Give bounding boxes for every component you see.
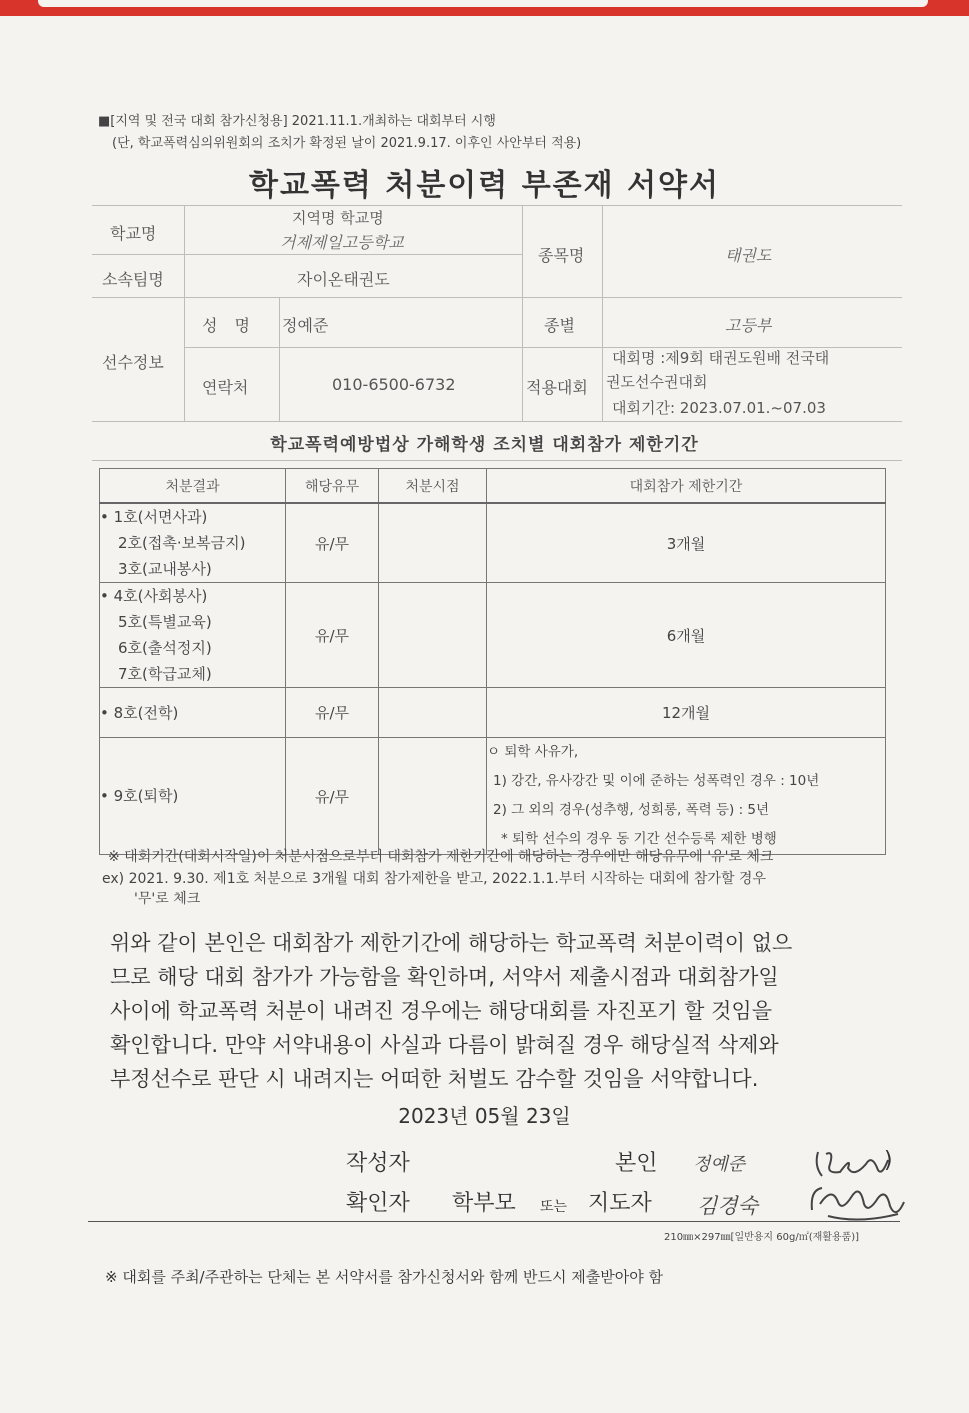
self-signature-mark <box>812 1146 892 1182</box>
author-label: 작성자 <box>346 1151 410 1176</box>
example-note-cont: '무'로 체크 <box>134 891 201 907</box>
check-note: ※ 대회기간(대회시작일)이 처분시점으로부터 대회참가 제한기간에 해당하는 경우에만 해당유무에 '유'로 체크 <box>108 849 774 865</box>
notice-line-1: ■[지역 및 전국 대회 참가신청용] 2021.11.1.개최하는 대회부터 시행 <box>98 114 496 129</box>
event-value: 태권도 <box>725 246 772 265</box>
name-label: 성 명 <box>202 316 250 335</box>
time-cell[interactable] <box>379 688 487 738</box>
pledge-line: 부정선수로 판단 시 내려지는 어떠한 처벌도 감수할 것임을 서약합니다. <box>110 1067 759 1091</box>
disposition-item: 6호(출석정지) <box>118 639 212 657</box>
coach-label: 지도자 <box>588 1191 652 1216</box>
coach-signature-mark <box>808 1180 908 1224</box>
disposition-item: • 8호(전학) <box>100 703 179 722</box>
table-subtitle: 학교폭력예방법상 가해학생 조치별 대회참가 제한기간 <box>270 435 699 455</box>
division-value: 고등부 <box>725 316 772 335</box>
header-applicable: 해당유무 <box>286 469 379 504</box>
expulsion-note: 1) 강간, 유사강간 및 이에 준하는 성폭력인 경우 : 10년 <box>493 773 820 789</box>
applied-tournament-label: 적용대회 <box>526 378 588 397</box>
confirmer-label: 확인자 <box>346 1191 410 1216</box>
division-label: 종별 <box>544 316 575 335</box>
or-label: 또는 <box>540 1199 568 1215</box>
contact-value: 010-6500-6732 <box>332 375 456 394</box>
example-note: ex) 2021. 9.30. 제1호 처분으로 3개월 대회 참가제한을 받고, 2022.1.1.부터 시작하는 대회에 참가할 경우 <box>102 871 766 887</box>
contact-label: 연락처 <box>202 378 249 397</box>
disposition-item: 3호(교내봉사) <box>118 560 212 578</box>
athlete-info-label: 선수정보 <box>102 353 164 372</box>
expulsion-note: 2) 그 외의 경우(성추행, 성희롱, 폭력 등) : 5년 <box>493 802 770 818</box>
school-value: 거제제일고등학교 <box>280 233 404 252</box>
pledge-line: 므로 해당 대회 참가가 가능함을 확인하며, 서약서 제출시점과 대회참가일 <box>110 965 779 989</box>
header-result: 처분결과 <box>100 469 286 504</box>
coach-name: 김경숙 <box>697 1194 758 1218</box>
applicable-cell[interactable]: 유/무 <box>286 503 379 583</box>
paper-spec: 210㎜×297㎜[일반용지 60g/㎡(재활용품)] <box>664 1232 860 1243</box>
pledge-line: 사이에 학교폭력 처분이 내려진 경우에는 해당대회를 자진포기 할 것임을 <box>110 999 772 1023</box>
school-hint: 지역명 학교명 <box>292 209 384 227</box>
table-row <box>100 688 886 738</box>
period-cell: 12개월 <box>487 688 886 738</box>
disposition-table <box>99 468 886 855</box>
team-value: 자이온태권도 <box>297 270 390 289</box>
table-row <box>100 738 886 855</box>
applicable-cell[interactable]: 유/무 <box>286 738 379 855</box>
time-cell[interactable] <box>379 583 487 688</box>
disposition-item: 7호(학급교체) <box>118 665 212 683</box>
tournament-name-1: 대회명 :제9회 태권도원배 전국태 <box>612 349 830 367</box>
tournament-name-2: 권도선수권대회 <box>606 373 708 391</box>
table-row <box>100 503 886 583</box>
tournament-period: 대회기간: 2023.07.01.~07.03 <box>612 399 826 417</box>
period-cell: 6개월 <box>487 583 886 688</box>
period-cell: 3개월 <box>487 503 886 583</box>
pledge-line: 위와 같이 본인은 대회참가 제한기간에 해당하는 학교폭력 처분이력이 없으 <box>110 931 793 955</box>
expulsion-note: * 퇴학 선수의 경우 동 기간 선수등록 제한 병행 <box>501 831 777 847</box>
time-cell[interactable] <box>379 738 487 855</box>
team-label: 소속팀명 <box>102 270 164 289</box>
disposition-item: • 9호(퇴학) <box>100 787 179 805</box>
expulsion-note: ㅇ 퇴학 사유가, <box>487 744 579 760</box>
parent-label: 학부모 <box>452 1191 516 1216</box>
header-period: 대회참가 제한기간 <box>487 469 886 504</box>
pledge-text <box>110 926 890 1096</box>
disposition-item: • 4호(사회봉사) <box>100 587 208 605</box>
header-time: 처분시점 <box>379 469 487 504</box>
applicant-info-table <box>92 205 902 422</box>
applicable-cell[interactable]: 유/무 <box>286 688 379 738</box>
footer-note: ※ 대회를 주최/주관하는 단체는 본 서약서를 참가신청서와 함께 반드시 제출받아야 함 <box>105 1268 663 1286</box>
applicable-cell[interactable]: 유/무 <box>286 583 379 688</box>
pledge-date: 2023년 05월 23일 <box>398 1104 571 1128</box>
signature-paren-close: ) <box>884 1148 893 1173</box>
disposition-item: • 1호(서면사과) <box>100 508 208 526</box>
disposition-item: 2호(접촉·보복금지) <box>118 534 246 552</box>
self-label: 본인 <box>615 1151 658 1176</box>
event-label: 종목명 <box>538 246 585 265</box>
self-name: 정예준 <box>693 1154 746 1175</box>
school-label: 학교명 <box>110 224 157 243</box>
table-row <box>100 583 886 688</box>
notice-line-2: (단, 학교폭력심의위원회의 조치가 확정된 날이 2021.9.17. 이후인 사안부터 적용) <box>112 136 582 151</box>
name-value: 정예준 <box>282 316 329 335</box>
disposition-item: 5호(특별교육) <box>118 613 212 631</box>
time-cell[interactable] <box>379 503 487 583</box>
pledge-line: 확인합니다. 만약 서약내용이 사실과 다름이 밝혀질 경우 해당실적 삭제와 <box>110 1033 779 1057</box>
document-title: 학교폭력 처분이력 부존재 서약서 <box>248 168 721 203</box>
